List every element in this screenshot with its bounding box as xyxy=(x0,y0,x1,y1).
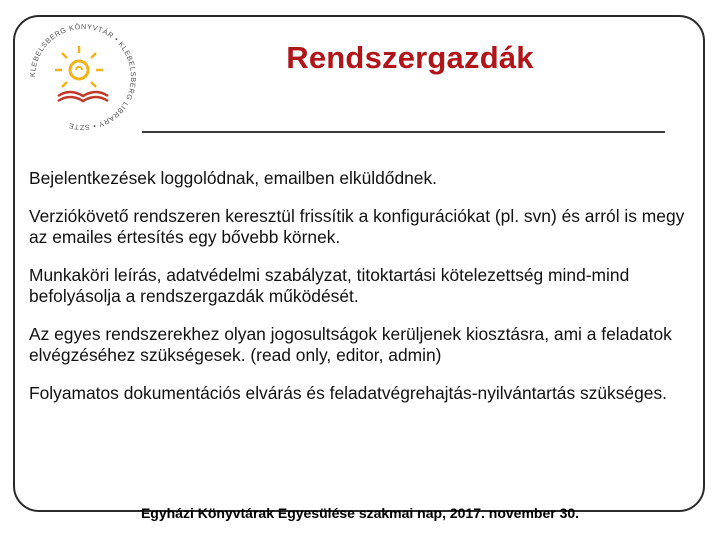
bullet-list xyxy=(29,168,691,421)
sun-icon xyxy=(55,46,103,87)
slide-footer: Egyházi Könyvtárak Egyesülése szakmai nap, 2017. november 30. xyxy=(140,505,580,521)
open-book-icon xyxy=(58,92,108,101)
bullet-item: Bejelentkezések loggolódnak, emailben elküldődnek. xyxy=(29,168,437,188)
slide-title: Rendszergazdák xyxy=(286,40,534,75)
bullet-item: Folyamatos dokumentációs elvárás és feladatvégrehajtás-nyilvántartás szükséges. xyxy=(29,383,667,403)
bullet-item: Verziókövető rendszeren keresztül frissítik a konfigurációkat (pl. svn) és arról is megy az emailes értesítés egy bővebb körnek. xyxy=(29,206,685,247)
bullet-item: Munkaköri leírás, adatvédelmi szabályzat, titoktartási kötelezettség mind-mind befolyásolja a rendszergazdák működését. xyxy=(29,265,630,306)
library-seal-logo-icon xyxy=(22,16,144,138)
seal-ring-text: KLEBELSBERG KÖNYVTÁR • KLEBELSBERG LIBRARY • SZTE xyxy=(27,21,139,133)
title-divider xyxy=(142,131,665,133)
bullet-item: Az egyes rendszerekhez olyan jogosultságok kerüljenek kiosztásra, ami a feladatok elvégzéséhez szükségesek. (read only, editor, admin) xyxy=(29,324,672,365)
